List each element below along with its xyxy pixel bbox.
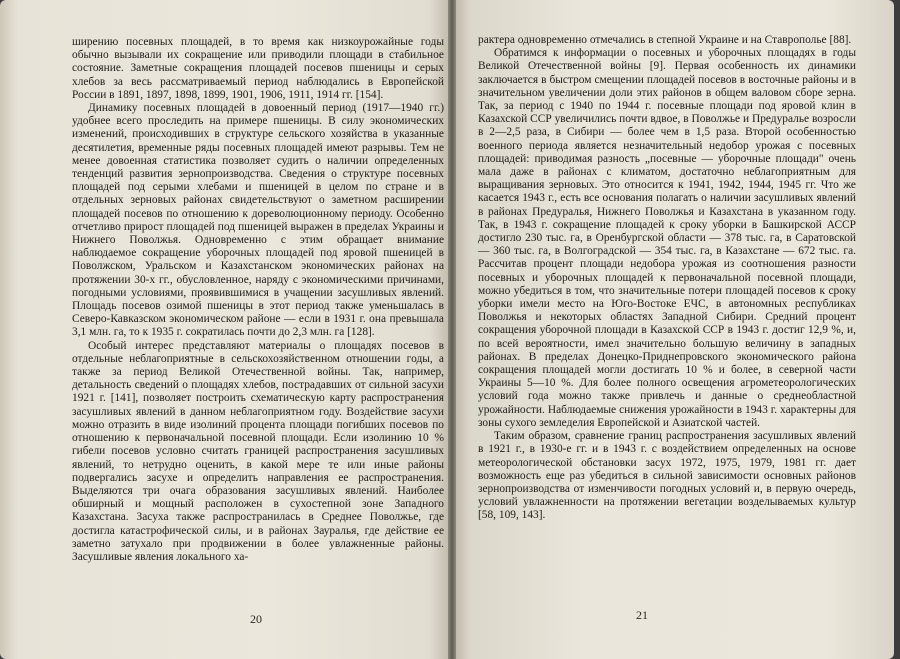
right-page xyxy=(452,0,894,659)
paragraph: ширению посевных площадей, в то время как низкоурожайные годы обычно вызывали их сокращение или приводили площади в стабильное состояние. Заметные сокращения площадей посевов пшеницы и серых хлебов за весь рассматриваемый период наблюдались в Европейской России в 1891, 1897, 1898, 1899, 1901, 1906, 1911, 1914 гг. [154]. xyxy=(72,36,444,101)
left-page-text xyxy=(72,36,444,564)
paragraph: Обратимся к информации о посевных и уборочных площадях в годы Великой Отечественной войны [9]. Первая особенность их динамики заключается в быстром смещении площадей посевов в восточные районы и в значительном увеличении доли этих районов в общем валовом сборе зерна. Так, за период с 1940 по 1944 г. посевные площади под яровой клин в Казахской ССР увеличились почти вдвое, в Поволжье и Предуралье возросли в 2—2,5 раза, в Сибири — более чем в 1,5 раза. Второй особенностью военного периода является незначительный недобор урожая с посевных площадей: приводимая разность „посевные — уборочные площади" очень мала даже в районах с климатом, достаточно неблагоприятным для выращивания зерновых. Это относится к 1941, 1942, 1944, 1945 гг. Что же касается 1943 г., есть все основания полагать о наличии засушливых явлений в районах Предуралья, Нижнего Поволжья и Казахстана в указанном году. Так, в 1943 г. сокращение площадей к сроку уборки в Башкирской АССР достигло 230 тыс. га, в Оренбургской области — 378 тыс. га, в Саратовской — 360 тыс. га, в Волгоградской — 354 тыс. га, в Казахстане — 672 тыс. га. Рассчитав процент площади недобора урожая из соотношения разности посевных и уборочных площадей к первоначальной посевной площади, можно убедиться в том, что значительные потери площадей посевов к сроку уборки имели место на Юго-Востоке ЕЧС, в автономных республиках Поволжья и некоторых областях Западной Сибири. Средний процент сокращения уборочной площади в Казахской ССР в 1943 г. достиг 12,9 %, и, по всей вероятности, имел значительно большую величину в западных районах. В пределах Донецко-Приднепровского экономического района сокращения площадей могли достигать 10 % и более, в северной части Украины 5—10 %. Для более полного освещения агрометеорологических условий года можно также привлечь и данные о среднеобластной урожайности. Наблюдаемые снижения урожайности в 1943 г. характерны для зоны сухого земледелия Европейской и Азиатской частей. xyxy=(478,47,856,429)
book-gutter xyxy=(448,0,456,659)
paragraph: Динамику посевных площадей в довоенный период (1917—1940 гг.) удобнее всего проследить на примере пшеницы. В силу экономических изменений, происходивших в структуре сельского хозяйства в указанные десятилетия, временные ряды посевных площадей имеют разрывы. Тем не менее довоенная статистика позволяет судить о наличии определенных тенденций развития зернопроизводства. Сведения о структуре посевных площадей под серыми хлебами и пшеницей в целом по стране и в отдельных зерновых районах свидетельствуют о заметном расширении площадей посевов по отношению к дореволюционному периоду. Особенно отчетливо прирост площадей под пшеницей выражен в пределах Украины и Нижнего Поволжья. Одновременно с этим обращает внимание наблюдаемое сокращение уборочных площадей под яровой пшеницей в Поволжском, Уральском и Казахстанском экономических районах на протяжении 30-х гг., обусловленное, наряду с экономическими причинами, погодными условиями, проявившимися в учащении засушливых явлений. Площадь посевов озимой пшеницы в этот период также уменьшалась в Северо-Кавказском экономическом районе — если в 1931 г. она превышала 3,1 млн. га, то к 1935 г. сократилась почти до 2,3 млн. га [128]. xyxy=(72,102,444,339)
page-number: 20 xyxy=(250,612,262,626)
paragraph: Таким образом, сравнение границ распространения засушливых явлений в 1921 г., в 1930-е гг. и в 1943 г. с воздействием определенных на основе метеорологической обстановки засух 1972, 1975, 1979, 1981 гг. дает возможность еще раз убедиться в сильной зависимости основных районов зернопроизводства от изменчивости погодных условий и, в первую очередь, условий увлажненности на протяжении вегетации возделываемых культур [58, 109, 143]. xyxy=(478,430,856,522)
right-page-text xyxy=(478,34,856,523)
page-number: 21 xyxy=(636,608,648,622)
paragraph: рактера одновременно отмечались в степной Украине и на Ставрополье [88]. xyxy=(478,34,852,46)
paragraph: Особый интерес представляют материалы о площадях посевов в отдельные неблагоприятные в сельскохозяйственном отношении годы, а также за период Великой Отечественной войны. Так, например, детальность сведений о площадях хлебов, пострадавших от сильной засухи 1921 г. [141], позволяет построить схематическую карту распространения засушливых явлений в данном неблагоприятном году. Воздействие засухи можно отразить в виде изолиний процента площади погибших посевов по отношению к первоначальной посевной площади. Если изолинию 10 % гибели посевов условно считать границей распространения засушливых явлений, то нетрудно оценить, в какой мере те или иные районы подвергались засухе и определить направления ее распространения. Выделяются три очага образования засушливых явлений. Наиболее обширный и мощный расположен в сухостепной зоне Западного Казахстана. Засуха также распространилась в Среднее Поволжье, где достигла катастрофической силы, и в районах Зауралья, где действие ее заметно затухало при продвижении в более увлажненные районы. Засушливые явления локального ха- xyxy=(72,339,444,563)
